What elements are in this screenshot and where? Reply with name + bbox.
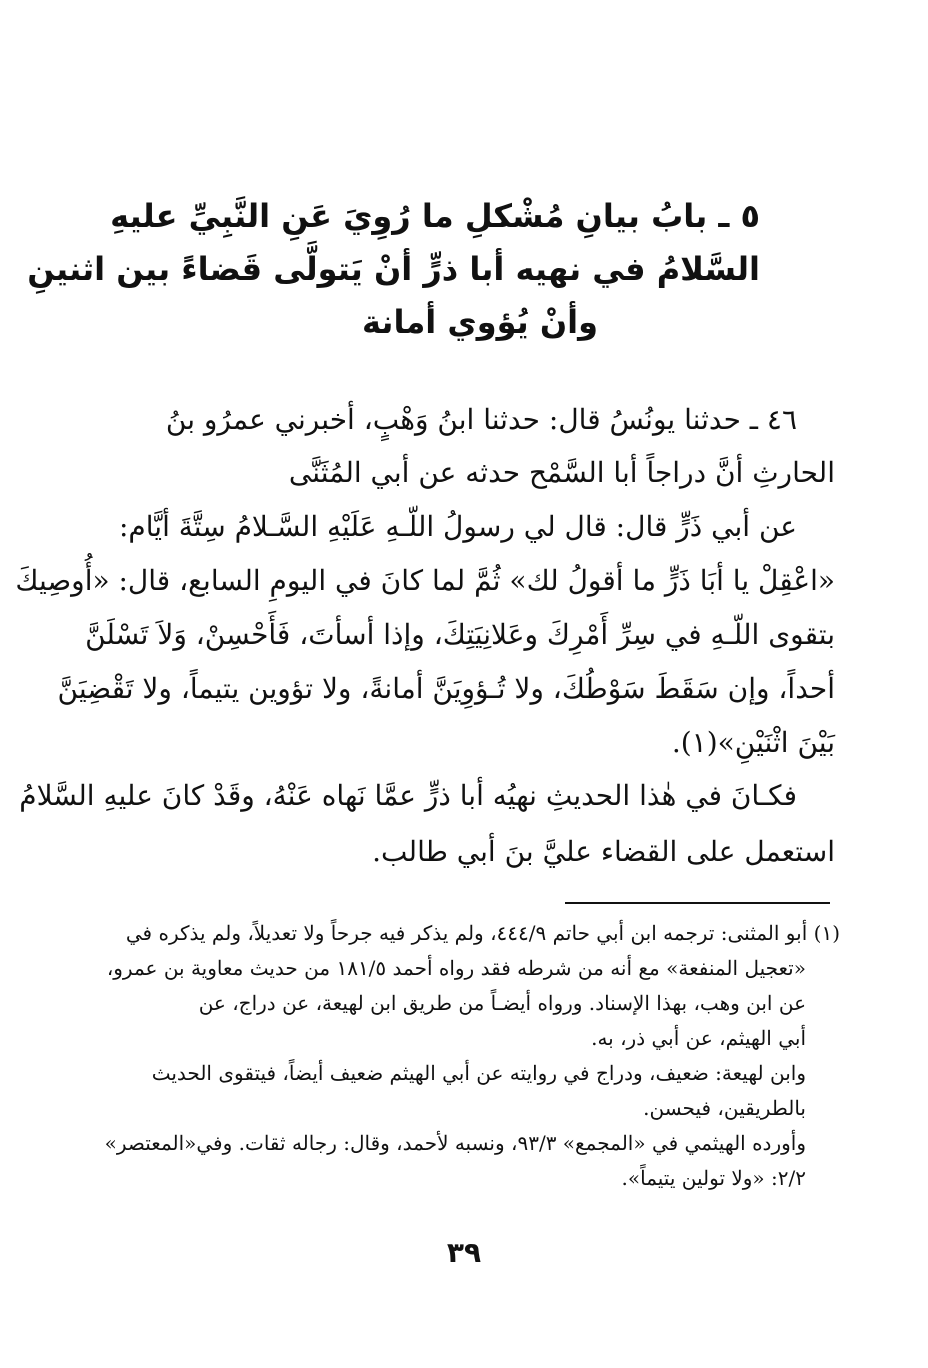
text-line: عن أبي ذَرٍّ قال: قال لي رسولُ اللّـهِ عَلَيْهِ السَّـلامُ سِتَّةَ أيَّام: <box>118 510 797 543</box>
text-line: بَيْنَ اثْنَيْنِ»(١). <box>671 726 835 759</box>
chapter-heading-line: ٥ ـ بابُ بيانِ مُشْكلِ ما رُوِيَ عَنِ النَّبِيِّ عليهِ <box>110 197 760 235</box>
footnote-separator <box>565 902 830 904</box>
chapter-heading-line: السَّلامُ في نهيه أبا ذرٍّ أنْ يَتولَّى قَضاءً بين اثنينِ <box>27 250 760 288</box>
chapter-heading <box>27 190 760 349</box>
hadith-matn-paragraph <box>15 500 835 770</box>
footnotes <box>104 916 840 1196</box>
hadith-isnad-paragraph <box>130 393 835 499</box>
footnote-line: أبي الهيثم، عن أبي ذر، به. <box>591 1026 806 1050</box>
text-line: بتقوى اللّـهِ في سِرِّ أَمْرِكَ وعَلانِيَتِكَ، وإذا أسأتَ، فَأَحْسِنْ، وَلاَ تَسْلَنَّ <box>85 618 835 651</box>
footnote-line: وابن لهيعة: ضعيف، ودراج في روايته عن أبي الهيثم ضعيف أيضاً، فيتقوى الحديث <box>151 1061 806 1085</box>
commentary-paragraph <box>19 768 835 880</box>
page-number: ٣٩ <box>446 1236 482 1269</box>
chapter-heading-line: وأنْ يُؤوي أمانة <box>362 303 598 341</box>
footnote-line: بالطريقين، فيحسن. <box>643 1096 806 1120</box>
footnote-line: وأورده الهيثمي في «المجمع» ٩٣/٣، ونسبه لأحمد، وقال: رجاله ثقات. وفي«المعتصر» <box>104 1131 806 1155</box>
text-line: فكـانَ في هٰذا الحديثِ نهيُه أبا ذرٍّ عمَّا نَهاه عَنْهُ، وقَدْ كانَ عليهِ السَّلامُ <box>19 779 797 812</box>
text-line: أحداً، وإن سَقَطَ سَوْطُكَ، ولا تُـؤوِيَنَّ أمانةً، ولا تؤوين يتيماً، ولا تَقْضِيَنَّ <box>57 672 835 705</box>
footnote-line: ٢/٢: «ولا تولين يتيماً». <box>621 1166 806 1190</box>
footnote-line: (١) أبو المثنى: ترجمه ابن أبي حاتم ٤٤٤/٩، ولم يذكر فيه جرحاً ولا تعديلاً، ولم يذكره في <box>125 921 840 945</box>
text-line: ٤٦ ـ حدثنا يونُسُ قال: حدثنا ابنُ وَهْبٍ، أخبرني عمرُو بنُ <box>165 403 797 436</box>
text-line: «اعْقِلْ يا أبَا ذَرٍّ ما أقولُ لك» ثُمَّ لما كانَ في اليومِ السابع، قال: «أُوصِيكَ <box>15 564 835 597</box>
text-line: الحارثِ أنَّ دراجاً أبا السَّمْح حدثه عن أبي المُثَنَّى <box>288 456 835 489</box>
footnote-line: «تعجيل المنفعة» مع أنه من شرطه فقد رواه أحمد ١٨١/٥ من حديث معاوية بن عمرو، <box>106 956 806 980</box>
footnote-line: عن ابن وهب، بهذا الإسناد. ورواه أيضـاً من طريق ابن لهيعة، عن دراج، عن <box>198 991 806 1015</box>
text-line: استعمل على القضاء عليَّ بنَ أبي طالب. <box>372 835 835 868</box>
